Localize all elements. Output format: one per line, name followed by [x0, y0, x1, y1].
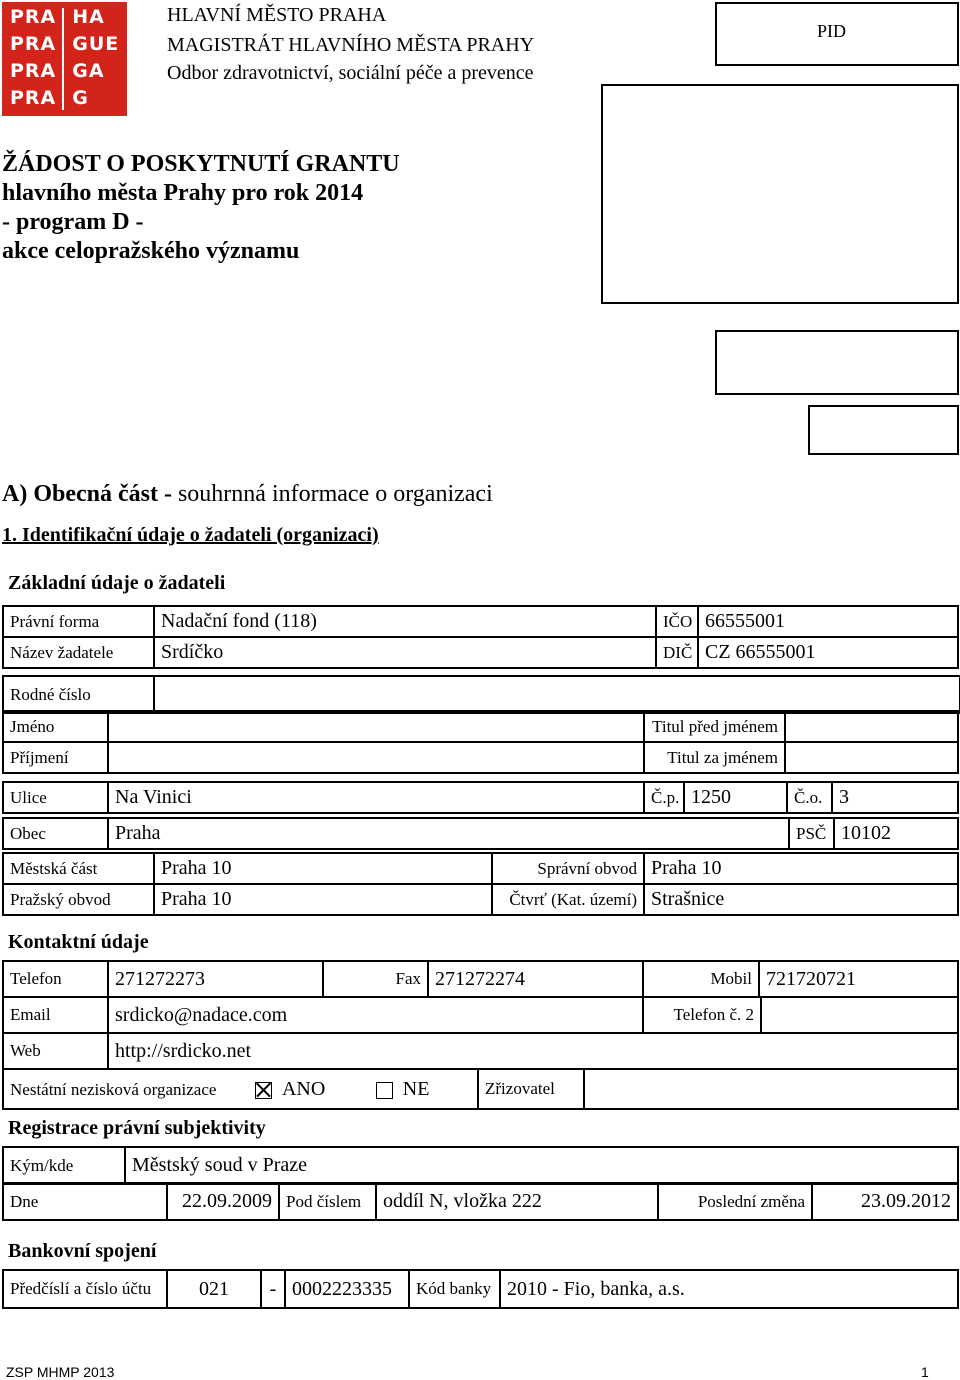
ucet-label: Předčíslí a číslo účtu	[3, 1270, 167, 1308]
mobil-field[interactable]: 721720721	[759, 961, 958, 997]
registration-heading: Registrace právní subjektivity	[8, 1117, 266, 1139]
prazsky-obvod-field[interactable]: Praha 10	[154, 884, 492, 915]
registration-table-1	[2, 1146, 959, 1185]
table-row	[3, 1033, 958, 1069]
table-row	[3, 711, 958, 742]
logo-line-2: PRA GUE	[10, 33, 120, 55]
telefon-label: Telefon	[3, 961, 108, 997]
logo-line-4: PRA G	[10, 87, 89, 109]
dic-field[interactable]: CZ 66555001	[698, 637, 958, 668]
email-field[interactable]: srdicko@nadace.com	[108, 997, 643, 1033]
spravni-obvod-field[interactable]: Praha 10	[644, 853, 958, 884]
nno-row	[3, 1069, 478, 1109]
ctvrt-field[interactable]: Strašnice	[644, 884, 958, 915]
rodne-cislo-field[interactable]	[154, 676, 960, 713]
pod-cislem-field[interactable]: oddíl N, vložka 222	[376, 1183, 658, 1220]
org-department: Odbor zdravotnictví, sociální péče a prevence	[167, 62, 534, 84]
ulice-field[interactable]: Na Vinici	[108, 782, 644, 813]
table-row	[3, 606, 958, 637]
co-label: Č.o.	[787, 782, 832, 813]
ne-label: NE	[402, 1077, 430, 1100]
pid-label: PID	[817, 21, 847, 41]
pravni-forma-field[interactable]: Nadační fond (118)	[154, 606, 656, 637]
basic-table-5	[2, 817, 959, 850]
pod-cislem-label: Pod číslem	[279, 1183, 376, 1220]
basic-table-6	[2, 852, 959, 916]
table-row	[3, 997, 958, 1033]
ano-label: ANO	[281, 1077, 326, 1100]
table-row	[3, 853, 958, 884]
ico-label: IČO	[656, 606, 698, 637]
ano-checkbox[interactable]	[255, 1082, 272, 1099]
psc-field[interactable]: 10102	[834, 818, 958, 849]
dic-label: DIČ	[656, 637, 698, 668]
titul-za-field[interactable]	[785, 742, 958, 773]
pid-box[interactable]	[715, 2, 959, 66]
jmeno-label: Jméno	[3, 711, 108, 742]
table-row	[3, 961, 958, 997]
spravni-obvod-label: Správní obvod	[492, 853, 644, 884]
contact-table-2	[2, 996, 959, 1034]
titul-pred-label: Titul před jménem	[644, 711, 785, 742]
email-label: Email	[3, 997, 108, 1033]
dne-field[interactable]: 22.09.2009	[167, 1183, 279, 1220]
kod-banky-label: Kód banky	[409, 1270, 500, 1308]
registration-table-2	[2, 1182, 959, 1221]
logo-line-1: PRA HA	[10, 6, 105, 28]
footer-page-number: 1	[921, 1364, 929, 1380]
table-row	[3, 676, 960, 713]
table-row	[3, 742, 958, 773]
org-magistrate: MAGISTRÁT HLAVNÍHO MĚSTA PRAHY	[167, 34, 535, 56]
contact-table-4	[2, 1068, 959, 1110]
page-title-line-3: - program D -	[2, 209, 144, 235]
page-title-line-2: hlavního města Prahy pro rok 2014	[2, 180, 364, 206]
logo-line-3: PRA GA	[10, 60, 105, 82]
mobil-label: Mobil	[643, 961, 759, 997]
nazev-field[interactable]: Srdíčko	[154, 637, 656, 668]
obec-label: Obec	[3, 818, 108, 849]
section-a-heading: A) Obecná část - souhrnná informace o organizaci	[2, 481, 493, 507]
psc-label: PSČ	[789, 818, 834, 849]
prijmeni-field[interactable]	[108, 742, 644, 773]
bank-table	[2, 1269, 959, 1309]
telefon2-field[interactable]	[761, 997, 958, 1033]
posledni-zmena-field[interactable]: 23.09.2012	[812, 1183, 958, 1220]
zrizovatel-field[interactable]	[584, 1069, 958, 1109]
logo-separator	[62, 8, 64, 110]
web-label: Web	[3, 1033, 108, 1069]
cp-field[interactable]: 1250	[684, 782, 787, 813]
basic-table-2	[2, 675, 960, 714]
kym-label: Kým/kde	[3, 1147, 125, 1184]
contact-heading: Kontaktní údaje	[8, 931, 149, 953]
basic-table-3	[2, 710, 959, 774]
basic-table-1	[2, 605, 959, 669]
table-row	[3, 884, 958, 915]
cp-label: Č.p.	[644, 782, 684, 813]
table-row	[3, 782, 958, 813]
table-row	[3, 1069, 958, 1109]
basic-heading: Základní údaje o žadateli	[8, 572, 226, 594]
telefon-field[interactable]: 271272273	[108, 961, 323, 997]
posledni-zmena-label: Poslední změna	[658, 1183, 812, 1220]
ico-field[interactable]: 66555001	[698, 606, 958, 637]
page-title-line-1: ŽÁDOST O POSKYTNUTÍ GRANTU	[2, 151, 400, 177]
table-row	[3, 637, 958, 668]
small-box	[808, 405, 959, 455]
mestska-cast-field[interactable]: Praha 10	[154, 853, 492, 884]
web-field[interactable]: http://srdicko.net	[108, 1033, 958, 1069]
obec-field[interactable]: Praha	[108, 818, 789, 849]
table-row	[3, 1183, 958, 1220]
ctvrt-label: Čtvrť (Kat. území)	[492, 884, 644, 915]
stamp-box	[601, 84, 959, 304]
footer-form-code: ZSP MHMP 2013	[6, 1364, 115, 1380]
prijmeni-label: Příjmení	[3, 742, 108, 773]
nazev-label: Název žadatele	[3, 637, 154, 668]
basic-table-4	[2, 781, 959, 814]
cislo-uctu-field[interactable]: 0002223335	[285, 1270, 409, 1308]
jmeno-field[interactable]	[108, 711, 644, 742]
account-dash: -	[261, 1270, 285, 1308]
co-field[interactable]: 3	[832, 782, 958, 813]
rodne-cislo-label: Rodné číslo	[3, 676, 154, 713]
pravni-forma-label: Právní forma	[3, 606, 154, 637]
titul-za-label: Titul za jménem	[644, 742, 785, 773]
table-row	[3, 1270, 958, 1308]
section-1-heading: 1. Identifikační údaje o žadateli (organizaci)	[2, 524, 379, 546]
fax-field[interactable]: 271272274	[428, 961, 643, 997]
page-title-line-4: akce celopražského významu	[2, 238, 300, 264]
prazsky-obvod-label: Pražský obvod	[3, 884, 154, 915]
bank-heading: Bankovní spojení	[8, 1240, 157, 1262]
nno-label: Nestátní nezisková organizace	[10, 1079, 217, 1099]
contact-table-1	[2, 960, 959, 998]
table-row	[3, 1147, 958, 1184]
titul-pred-field[interactable]	[785, 711, 958, 742]
contact-table-3	[2, 1032, 959, 1070]
ne-checkbox[interactable]	[376, 1082, 393, 1099]
prague-logo	[2, 2, 127, 116]
zrizovatel-label: Zřizovatel	[478, 1069, 584, 1109]
kod-banky-field[interactable]: 2010 - Fio, banka, a.s.	[500, 1270, 958, 1308]
registration-box	[715, 330, 959, 395]
kym-field[interactable]: Městský soud v Praze	[125, 1147, 958, 1184]
table-row	[3, 818, 958, 849]
fax-label: Fax	[323, 961, 428, 997]
ulice-label: Ulice	[3, 782, 108, 813]
predcisli-field[interactable]: 021	[167, 1270, 261, 1308]
org-city: HLAVNÍ MĚSTO PRAHA	[167, 4, 387, 26]
mestska-cast-label: Městská část	[3, 853, 154, 884]
dne-label: Dne	[3, 1183, 167, 1220]
telefon2-label: Telefon č. 2	[643, 997, 761, 1033]
